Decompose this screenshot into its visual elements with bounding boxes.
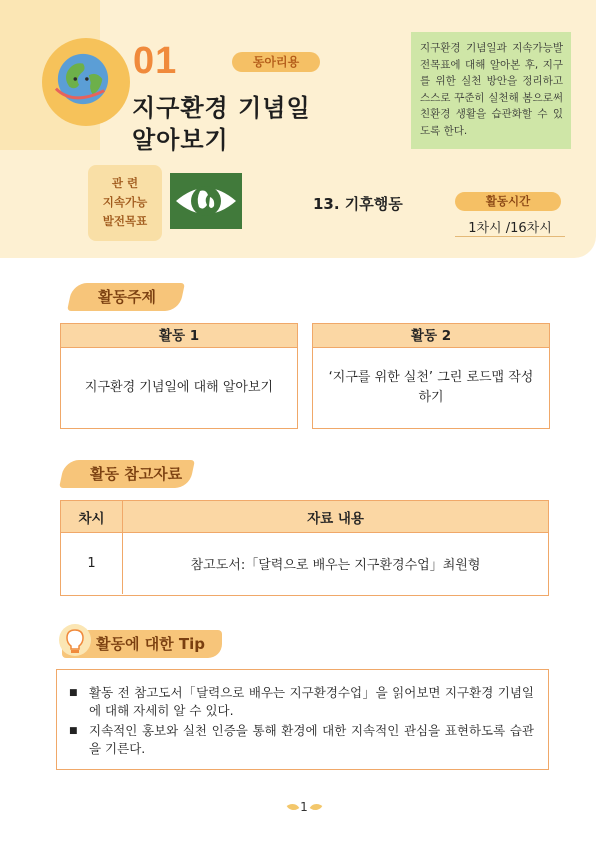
activity-card-body: 지구환경 기념일에 대해 알아보기 [84,379,274,395]
related-label-line: 발전목표 [102,214,148,228]
table-header-row [61,501,548,533]
activity-card [312,323,550,429]
title-line: 지구환경 기념일 [132,94,311,122]
sdg-13-logo [170,173,242,229]
divider [455,236,565,237]
activity-card-body: ‘지구를 위한 실천’ 그린 로드맵 작성하기 [328,369,534,405]
list-item [69,684,534,720]
page-title [132,92,311,156]
activity-time-badge: 활동시간 [455,192,561,211]
list-item [69,722,534,758]
section-tab-label: 활동 참고자료 [90,465,183,483]
bullet: ■ [69,726,78,736]
section-tab-label: 활동주제 [98,288,156,306]
eye-globe-icon [170,173,242,229]
page-number: 1 [300,800,308,814]
related-label-line: 지속가능 [102,195,148,209]
title-line: 알아보기 [132,126,229,154]
section-tab-topic [67,283,185,311]
sdg-goal-name: 13. 기후행동 [313,195,403,213]
tip-box [56,669,549,770]
lightbulb-icon [58,623,92,661]
table-row [61,533,548,594]
reference-table [60,500,549,596]
table-cell: 참고도서:「달력으로 배우는 지구환경수업」최원형 [190,558,481,573]
globe-icon [54,50,112,108]
related-sdg-label [88,165,162,241]
activity-card-header: 활동 2 [313,324,549,348]
tip-text: 활동 전 참고도서「달력으로 배우는 지구환경수업」을 읽어보면 지구환경 기념일에 대해 자세히 알 수 있다. [89,685,534,718]
section-tab-reference [59,460,195,488]
tip-text: 지속적인 홍보와 실천 인증을 통해 환경에 대한 지속적인 관심을 표현하도록 습관을 기른다. [89,723,534,756]
section-tab-label: 활동에 대한 Tip [96,635,206,653]
activity-card-header: 활동 1 [61,324,297,348]
activity-card [60,323,298,429]
table-cell: 1 [61,533,123,594]
club-badge: 동아리용 [232,52,320,72]
lesson-number: 01 [133,40,178,82]
related-label-line: 관 련 [111,176,139,190]
bullet: ■ [69,688,78,698]
activity-time-value: 1차시 /16차시 [468,221,552,236]
table-header-cell: 자료 내용 [307,510,364,527]
learning-goal-box: 지구환경 기념일과 지속가능발전목표에 대해 알아본 후, 지구를 위한 실천 방안을 정리하고 스스로 꾸준히 실천해 봄으로써 친환경 생활을 습관화할 수 있도록 한다. [411,32,571,149]
table-header-cell: 차시 [61,501,123,532]
